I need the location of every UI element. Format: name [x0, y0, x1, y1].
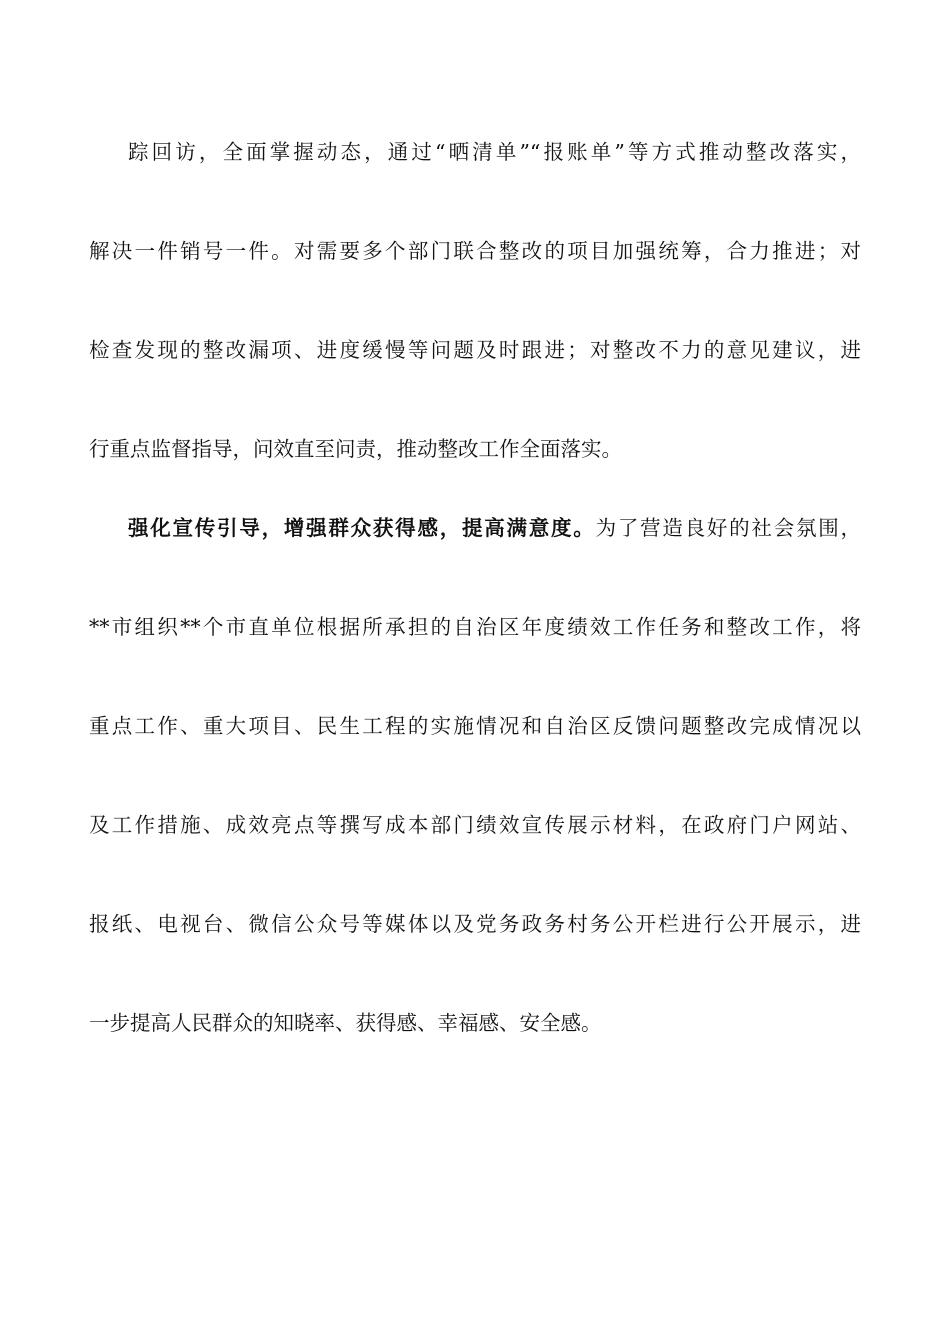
line-text: 检查发现的整改漏项、进度缓慢等问题及时跟进；对整改不力的意见建议，进 — [89, 338, 861, 362]
line-text: 为了营造良好的社会氛围， — [595, 516, 861, 540]
line-text: 报纸、电视台、微信公众号等媒体以及党务政务村务公开栏进行公开展示，进 — [89, 912, 861, 936]
paragraph-line-8 — [89, 805, 861, 845]
paragraph-line-7 — [89, 706, 861, 746]
paragraph-line-4 — [89, 429, 622, 469]
paragraph-line-1 — [128, 132, 861, 172]
line-text: 行重点监督指导，问效直至问责，推动整改工作全面落实。 — [89, 437, 622, 461]
paragraph-line-2 — [89, 231, 861, 271]
line-text: 一步提高人民群众的知晓率、获得感、幸福感、安全感。 — [89, 1011, 602, 1035]
section-heading: 强化宣传引导，增强群众获得感，提高满意度。 — [128, 516, 596, 540]
line-text: 及工作措施、成效亮点等撰写成本部门绩效宣传展示材料，在政府门户网站、 — [89, 813, 861, 837]
paragraph-line-10 — [89, 1003, 602, 1043]
line-text: 踪回访，全面掌握动态，通过“晒清单”“报账单”等方式推动整改落实， — [128, 140, 861, 164]
paragraph-line-6 — [89, 607, 861, 647]
line-text: 解决一件销号一件。对需要多个部门联合整改的项目加强统筹，合力推进；对 — [89, 239, 861, 263]
paragraph-line-9 — [89, 904, 861, 944]
paragraph-line-5 — [128, 508, 861, 548]
paragraph-line-3 — [89, 330, 861, 370]
line-text: **市组织**个市直单位根据所承担的自治区年度绩效工作任务和整改工作，将 — [89, 615, 861, 639]
line-text: 重点工作、重大项目、民生工程的实施情况和自治区反馈问题整改完成情况以 — [89, 714, 861, 738]
